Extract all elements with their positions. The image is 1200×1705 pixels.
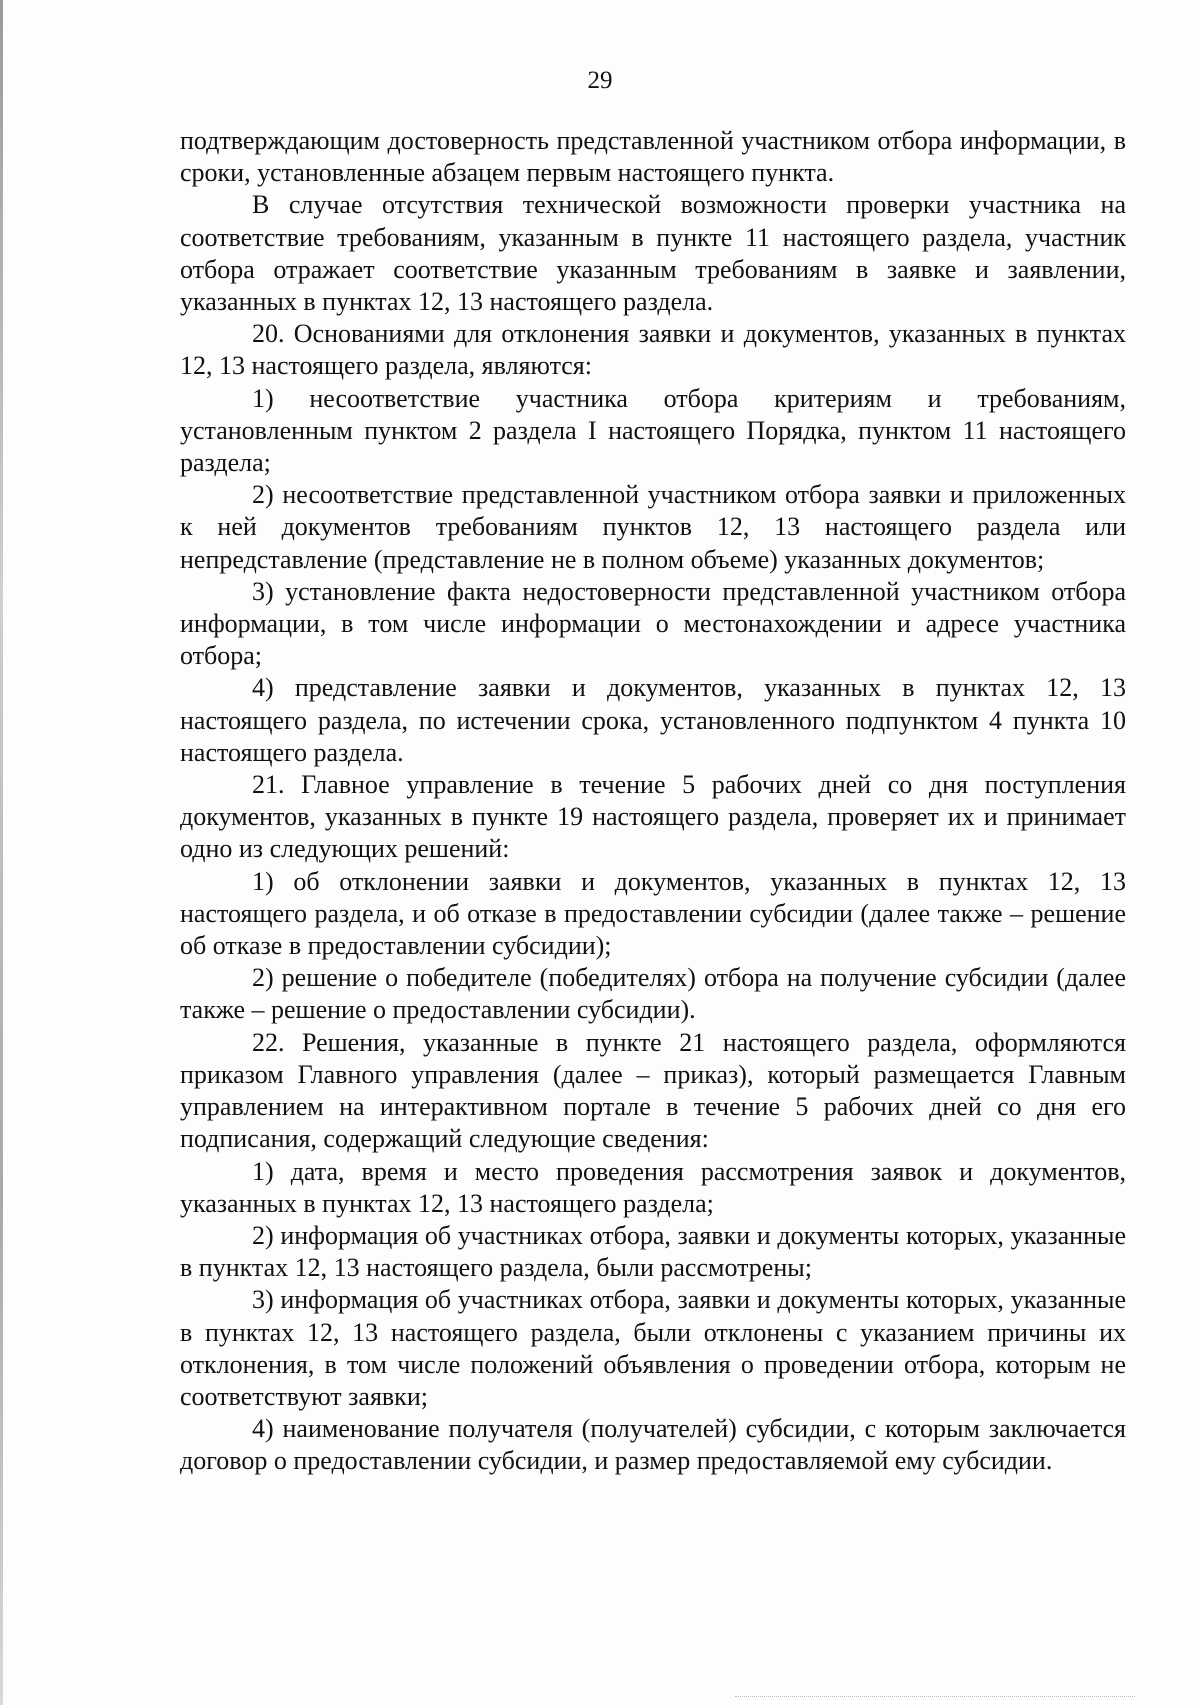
paragraph: 1) об отклонении заявки и документов, указанных в пунктах 12, 13 настоящего раздела, и об отказе в предоставлении субсидии (далее также – решение об отказе в предоставлении субсидии); xyxy=(180,866,1126,961)
paragraph: В случае отсутствия технической возможности проверки участника на соответствие требованиям, указанным в пункте 11 настоящего раздела, участник отбора отражает соответствие указанным требованиям в заявке и заявлении, указанных в пунктах 12, 13 настоящего раздела. xyxy=(180,190,1126,317)
paragraph: 2) несоответствие представленной участником отбора заявки и приложенных к ней документов требованиям пунктов 12, 13 настоящего раздела или непредставление (представление не в полном объеме) указанных документов; xyxy=(180,480,1126,574)
paragraph: 4) наименование получателя (получателей) субсидии, с которым заключается договор о предоставлении субсидии, и размер предоставляемой ему субсидии. xyxy=(180,1414,1126,1476)
paragraph: 3) установление факта недостоверности представленной участником отбора информации, в том числе информации о местонахождении и адресе участника отбора; xyxy=(180,576,1126,671)
paragraph: 1) дата, время и место проведения рассмотрения заявок и документов, указанных в пунктах 12, 13 настоящего раздела; xyxy=(180,1156,1126,1218)
paragraph: 2) информация об участниках отбора, заявки и документы которых, указанные в пунктах 12, 13 настоящего раздела, были рассмотрены; xyxy=(180,1220,1126,1283)
page-number: 29 xyxy=(587,67,613,94)
paragraph: 3) информация об участниках отбора, заявки и документы которых, указанные в пунктах 12, 13 настоящего раздела, были отклонены с указанием причины их отклонения, в том числе положений объявления о проведении отбора, которым не соответствуют заявки; xyxy=(180,1285,1126,1411)
paragraph: 1) несоответствие участника отбора критериям и требованиям, установленным пунктом 2 раздела I настоящего Порядка, пунктом 11 настоящего раздела; xyxy=(180,383,1126,478)
scan-left-edge xyxy=(0,0,3,1705)
paragraph: 4) представление заявки и документов, указанных в пунктах 12, 13 настоящего раздела, по истечении срока, установленного подпунктом 4 пункта 10 настоящего раздела. xyxy=(180,673,1126,767)
paragraph: 22. Решения, указанные в пункте 21 настоящего раздела, оформляются приказом Главного управления (далее – приказ), который размещается Главным управлением на интерактивном портале в течение 5 рабочих дней со дня его подписания, содержащий следующие сведения: xyxy=(180,1027,1126,1154)
paragraph: 21. Главное управление в течение 5 рабочих дней со дня поступления документов, указанных в пункте 19 настоящего раздела, проверяет их и принимает одно из следующих решений: xyxy=(180,770,1126,864)
paragraph: 20. Основаниями для отклонения заявки и документов, указанных в пунктах 12, 13 настоящего раздела, являются: xyxy=(180,319,1126,381)
paragraph: подтверждающим достоверность представленной участником отбора информации, в сроки, установленные абзацем первым настоящего пункта. xyxy=(180,126,1126,188)
document-body xyxy=(180,125,1126,1478)
paragraph: 2) решение о победителе (победителях) отбора на получение субсидии (далее также – решение о предоставлении субсидии). xyxy=(180,963,1126,1025)
bottom-scan-mark xyxy=(735,1696,1135,1697)
